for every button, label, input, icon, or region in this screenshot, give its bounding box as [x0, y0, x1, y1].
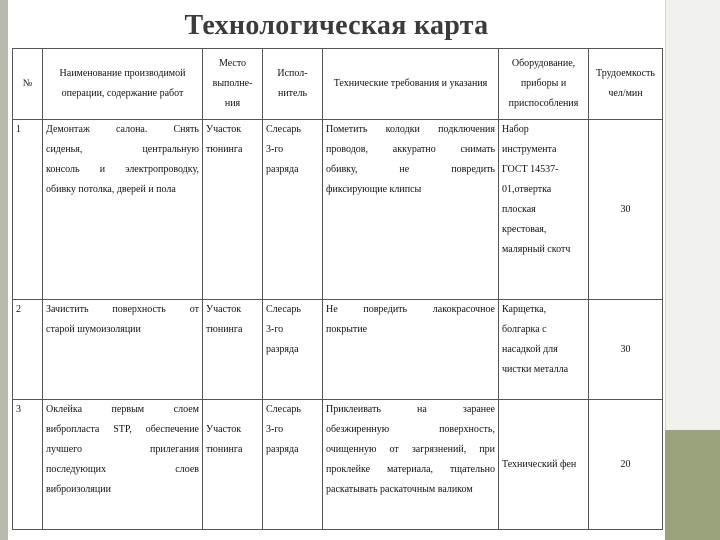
- performer-cell: [263, 400, 323, 530]
- header-performer: Испол-нитель: [263, 49, 323, 120]
- row-number: 2: [13, 300, 43, 400]
- cell-text-line: Не повредить лакокрасочное: [326, 304, 495, 315]
- cell-text-line: Слесарь: [266, 124, 301, 135]
- place-cell: [203, 300, 263, 400]
- header-labor: Трудоемкость чел/мин: [589, 49, 663, 120]
- header-num: №: [13, 49, 43, 120]
- cell-text-line: тюнинга: [206, 444, 243, 455]
- cell-text-line: насадкой для: [502, 344, 558, 355]
- cell-text-line: обивку потолка, дверей и пола: [46, 184, 176, 195]
- labor-cell: 30: [589, 120, 663, 300]
- accent-decor-block: [665, 430, 720, 540]
- cell-text-line: Зачистить поверхность от: [46, 304, 199, 315]
- equipment-cell: [499, 300, 589, 400]
- cell-text-line: болгарка с: [502, 324, 547, 335]
- cell-text-line: 01,отвертка: [502, 184, 552, 195]
- requirements-cell: [323, 300, 499, 400]
- cell-text-line: сиденья, центральную: [46, 144, 199, 155]
- cell-text-line: разряда: [266, 344, 299, 355]
- cell-text-line: Участок: [206, 304, 242, 315]
- place-cell: [203, 400, 263, 530]
- row-number: 3: [13, 400, 43, 530]
- cell-text-line: плоская: [502, 204, 536, 215]
- cell-text-line: Участок: [206, 124, 242, 135]
- performer-cell: [263, 120, 323, 300]
- header-operation: Наименование производимой операции, содержание работ: [43, 49, 203, 120]
- performer-cell: [263, 300, 323, 400]
- cell-text-line: Пометить колодки подключения: [326, 124, 495, 135]
- cell-text-line: обивку, не повредить: [326, 164, 495, 175]
- header-row: [13, 49, 663, 120]
- cell-text-line: лучшего прилегания: [46, 444, 199, 455]
- cell-text-line: 3-го: [266, 424, 284, 435]
- tech-map-table: [12, 48, 663, 530]
- place-cell: [203, 120, 263, 300]
- cell-text-line: тюнинга: [206, 144, 243, 155]
- cell-text-line: Демонтаж салона. Снять: [46, 124, 199, 135]
- header-place: Место выполне-ния: [203, 49, 263, 120]
- operation-cell: [43, 400, 203, 530]
- slide: [8, 0, 665, 540]
- cell-text-line: Участок: [206, 424, 242, 435]
- cell-text-line: Карщетка,: [502, 304, 547, 315]
- left-decor-band: [0, 0, 8, 540]
- equipment-cell: [499, 120, 589, 300]
- cell-text-line: малярный скотч: [502, 244, 571, 255]
- table-row: [13, 400, 663, 530]
- cell-text-line: очищенную от загрязнений, при: [326, 444, 495, 455]
- cell-text-line: ГОСТ 14537-: [502, 164, 559, 175]
- cell-text-line: тюнинга: [206, 324, 243, 335]
- table-row: [13, 120, 663, 300]
- table-row: [13, 300, 663, 400]
- cell-text-line: Слесарь: [266, 404, 301, 415]
- cell-text-line: чистки металла: [502, 364, 569, 375]
- cell-text-line: последующих слоев: [46, 464, 199, 475]
- cell-text-line: старой шумоизоляции: [46, 324, 141, 335]
- labor-cell: 30: [589, 300, 663, 400]
- cell-text-line: 3-го: [266, 324, 284, 335]
- right-decor-band: [665, 0, 720, 540]
- operation-cell: [43, 300, 203, 400]
- labor-cell: 20: [589, 400, 663, 530]
- cell-text-line: Набор: [502, 124, 529, 135]
- cell-text-line: обезжиренную поверхность,: [326, 424, 495, 435]
- cell-text-line: 3-го: [266, 144, 284, 155]
- cell-text-line: фиксирующие клипсы: [326, 184, 422, 195]
- cell-text-line: Слесарь: [266, 304, 301, 315]
- cell-text-line: покрытие: [326, 324, 368, 335]
- header-equipment: Оборудование, приборы и приспособления: [499, 49, 589, 120]
- cell-text-line: разряда: [266, 444, 299, 455]
- requirements-cell: [323, 120, 499, 300]
- page-title: Технологическая карта: [184, 10, 489, 41]
- cell-text-line: крестовая,: [502, 224, 547, 235]
- header-requirements: Технические требования и указания: [323, 49, 499, 120]
- cell-text-line: Приклеивать на заранее: [326, 404, 495, 415]
- cell-text-line: проводов, аккуратно снимать: [326, 144, 495, 155]
- cell-text-line: разряда: [266, 164, 299, 175]
- cell-text-line: раскатывать раскаточным валиком: [326, 484, 473, 495]
- operation-cell: [43, 120, 203, 300]
- row-number: 1: [13, 120, 43, 300]
- cell-text-line: инструмента: [502, 144, 557, 155]
- requirements-cell: [323, 400, 499, 530]
- cell-text-line: вибропласта STP, обеспечение: [46, 424, 199, 435]
- equipment-cell: [499, 400, 589, 530]
- right-decor-top: [665, 0, 720, 430]
- cell-text-line: Оклейка первым слоем: [46, 404, 199, 415]
- cell-text-line: проклейке материала, тщательно: [326, 464, 495, 475]
- cell-text-line: Технический фен: [502, 458, 577, 470]
- cell-text-line: консоль и электропроводку,: [46, 164, 199, 175]
- cell-text-line: виброизоляции: [46, 484, 111, 495]
